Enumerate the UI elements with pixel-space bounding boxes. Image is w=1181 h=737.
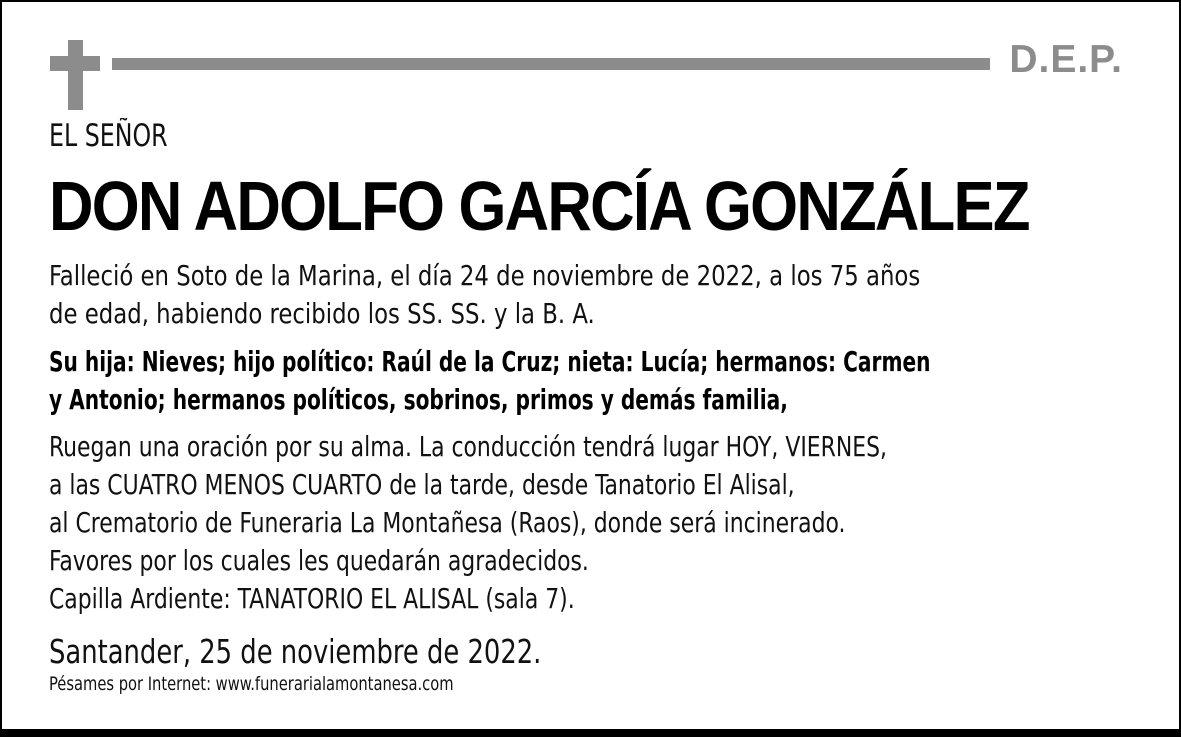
text-line: de edad, habiendo recibido los SS. SS. y la B. A. xyxy=(49,297,595,330)
text-line: Favores por los cuales les quedarán agradecidos. xyxy=(49,544,589,577)
condolences-website: Pésames por Internet: www.funerarialamontanesa.com xyxy=(49,673,454,695)
text-line: Su hija: Nieves; hijo político: Raúl de la Cruz; nieta: Lucía; hermanos: Carmen xyxy=(49,345,931,378)
text-line: al Crematorio de Funeraria La Montañesa (Raos), donde será incinerado. xyxy=(49,506,846,539)
death-notice-paragraph xyxy=(49,257,920,333)
text-line: Falleció en Soto de la Marina, el día 24 de noviembre de 2022, a los 75 años xyxy=(49,259,921,292)
cross-icon-vertical xyxy=(68,40,83,110)
cross-icon-horizontal xyxy=(50,56,100,71)
funeral-info-paragraph xyxy=(49,428,887,618)
text-line: Ruegan una oración por su alma. La conducción tendrá lugar HOY, VIERNES, xyxy=(49,430,887,463)
text-line: y Antonio; hermanos políticos, sobrinos, primos y demás familia, xyxy=(49,383,788,416)
family-paragraph xyxy=(49,343,930,419)
place-date: Santander, 25 de noviembre de 2022. xyxy=(49,632,542,671)
text-line: Capilla Ardiente: TANATORIO EL ALISAL (sala 7). xyxy=(49,582,575,615)
dep-label: D.E.P. xyxy=(1009,38,1123,81)
header-rule xyxy=(112,58,990,70)
treatment-label: EL SEÑOR xyxy=(49,118,168,154)
text-line: a las CUATRO MENOS CUARTO de la tarde, desde Tanatorio El Alisal, xyxy=(49,468,795,501)
deceased-name: DON ADOLFO GARCÍA GONZÁLEZ xyxy=(49,167,1029,245)
